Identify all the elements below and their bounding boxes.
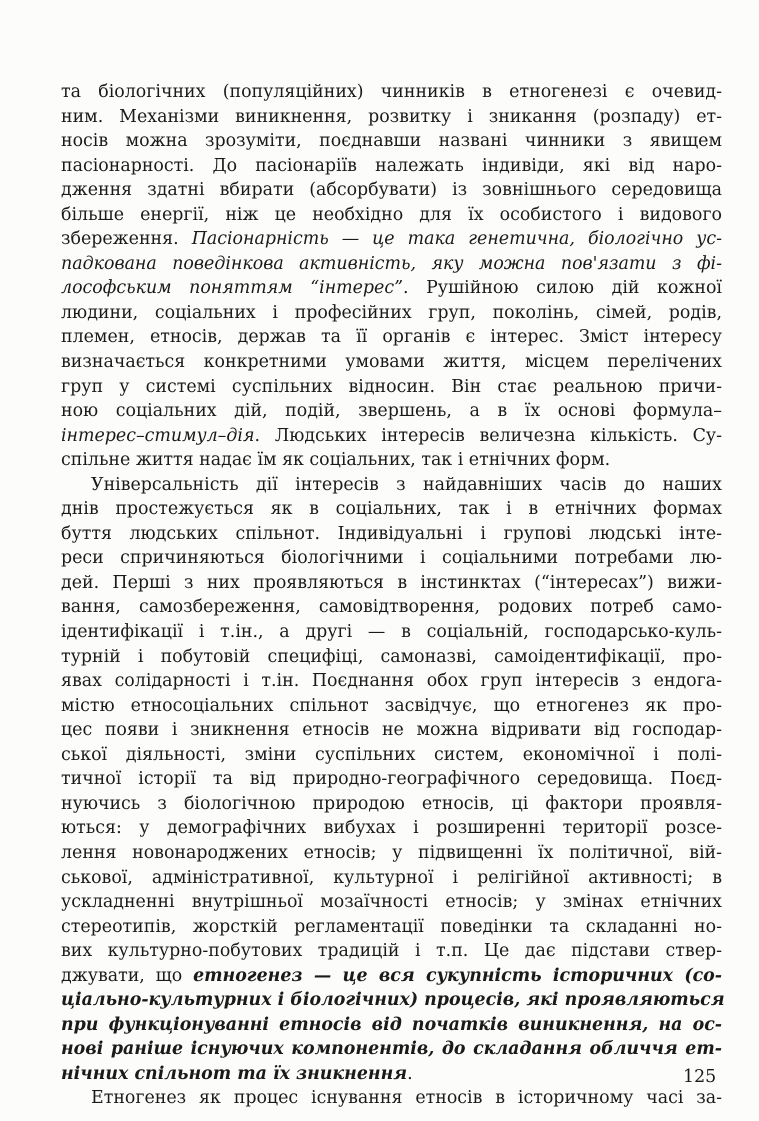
regular-text: містю етносоціальних спільнот засвідчує, що етногенез як про- (61, 695, 722, 716)
regular-text: ною соціальних дій, подій, звершень, а в їх основі формула– (61, 401, 722, 422)
text-line (61, 154, 722, 179)
bold-italic-text: ціально-культурних і біологічних) процесів, які проявляються (61, 990, 725, 1011)
text-line (61, 80, 722, 105)
text-line (61, 669, 722, 694)
regular-text: стереотипів, жорсткій регламентації поведінки та складанні но- (61, 916, 722, 937)
text-line (61, 743, 722, 768)
text-line (61, 988, 725, 1013)
regular-text: визначається конкретними умовами життя, місцем перелічених (61, 352, 722, 373)
regular-text: людини, соціальних і професійних груп, поколінь, сімей, родів, (61, 302, 722, 323)
text-line (61, 841, 722, 866)
text-line (61, 546, 722, 571)
regular-text: явах солідарності і т.ін. Поєднання обох груп інтересів з ендога- (61, 671, 722, 692)
regular-text: турній і побутовій специфіці, самоназві, самоідентифікації, про- (61, 646, 722, 667)
text-line (61, 792, 722, 817)
regular-text: Універсальність дії інтересів з найдавніших часів до наших (91, 474, 722, 495)
body-text (61, 80, 725, 1111)
page-number: 125 (683, 1067, 717, 1087)
regular-text: ються: у демографічних вибухах і розширенні території розсе- (61, 818, 722, 839)
text-line (61, 375, 722, 400)
bold-italic-text: етногенез — це вся сукупність історичних (со- (193, 965, 722, 986)
regular-text: реси спричиняються біологічними і соціальними потребами лю- (61, 548, 722, 569)
regular-text: джувати, що (61, 965, 194, 986)
text-line (61, 1037, 722, 1062)
regular-text: буття людських спільнот. Індивідуальні і групові людські інте- (61, 523, 722, 544)
regular-text: ської діяльності, зміни суспільних систем, економічної і полі- (61, 744, 722, 765)
regular-text: спільне життя надає їм як соціальних, так і етнічних форм. (61, 450, 611, 471)
text-line (61, 497, 722, 522)
text-line (61, 890, 722, 915)
text-line (61, 1086, 722, 1111)
regular-text: . Людських інтересів величезна кількість. Су- (254, 425, 722, 446)
text-line (61, 448, 722, 473)
text-line (61, 203, 722, 228)
text-line (61, 227, 722, 252)
text-line (61, 915, 722, 940)
text-line (61, 767, 722, 792)
text-line (61, 939, 722, 964)
bold-italic-text: нічних спільнот та їх зникнення (61, 1063, 408, 1084)
text-line (61, 718, 722, 743)
regular-text: носів можна зрозуміти, поєднавши названі чинники з явищем (61, 131, 722, 152)
text-line (61, 595, 722, 620)
regular-text: дження здатні вбирати (абсорбувати) із зовнішнього середовища (61, 180, 722, 201)
regular-text: та біологічних (популяційних) чинників в етногенезі є очевид- (61, 82, 722, 102)
regular-text: ускладненні внутрішньої мозаїчності етносів; у змінах етнічних (61, 892, 722, 913)
text-line (61, 276, 722, 301)
regular-text: . Рушійною силою дій кожної (402, 278, 722, 299)
regular-text: збереження. (61, 229, 192, 250)
text-line (61, 645, 722, 670)
text-line (61, 178, 722, 203)
regular-text: вих культурно-побутових традицій і т.п. Це дає підстави ствер- (61, 941, 722, 962)
text-line (61, 424, 722, 449)
regular-text: дей. Перші з них проявляються в інстинктах (“інтересах”) вижи- (61, 572, 722, 593)
bold-italic-text: при функціонуванні етносів від початків виникнення, на ос- (61, 1014, 722, 1035)
text-line (61, 866, 722, 891)
regular-text: груп у системі суспільних відносин. Він стає реальною причи- (61, 376, 722, 397)
text-line (61, 350, 722, 375)
text-line (61, 301, 722, 326)
regular-text: нуючись з біологічною природою етносів, ці фактори проявля- (61, 793, 722, 814)
bold-italic-text: нові раніше існуючих компонентів, до складання обличчя ет- (61, 1039, 722, 1060)
italic-text: інтерес–стимул–дія (61, 425, 255, 446)
text-line (61, 816, 722, 841)
text-line (61, 522, 722, 547)
italic-text: лософським поняттям “інтерес” (61, 278, 403, 299)
text-line (61, 1062, 722, 1087)
text-line (61, 252, 722, 277)
regular-text: ним. Механізми виникнення, розвитку і зникання (розпаду) ет- (61, 106, 722, 127)
text-line (61, 964, 722, 989)
regular-text: лення новонароджених етносів; у підвищенні їх політичної, вій- (61, 842, 722, 863)
regular-text: цес появи і зникнення етносів не можна відривати від господар- (61, 720, 722, 741)
italic-text: Пасіонарність — це така генетична, біологічно ус- (191, 229, 723, 250)
text-line (61, 325, 722, 350)
regular-text: тичної історії та від природно-географічного середовища. Поєд- (61, 769, 722, 790)
regular-text: ідентифікації і т.ін., а другі — в соціальній, господарсько-куль- (61, 622, 722, 643)
regular-text: днів простежується як в соціальних, так і в етнічних формах (61, 499, 722, 520)
text-line (61, 129, 722, 154)
text-line (61, 694, 722, 719)
text-line (61, 105, 722, 130)
regular-text: . (407, 1063, 413, 1084)
regular-text: Етногенез як процес існування етносів в історичному часі за- (91, 1088, 722, 1109)
regular-text: вання, самозбереження, самовідтворення, родових потреб само- (61, 597, 722, 618)
text-line (61, 473, 722, 498)
text-line (61, 399, 722, 424)
regular-text: племен, етносів, держав та її органів є інтерес. Зміст інтересу (61, 327, 722, 348)
regular-text: більше енергії, ніж це необхідно для їх особистого і видового (61, 204, 722, 225)
italic-text: падкована поведінкова активність, яку можна пов'язати з фі- (61, 253, 722, 274)
regular-text: пасіонарності. До пасіонаріїв належать індивіди, які від наро- (61, 155, 722, 176)
text-line (61, 620, 722, 645)
text-line (61, 1013, 722, 1038)
text-line (61, 571, 722, 596)
regular-text: ськової, адміністративної, культурної і релігійної активності; в (61, 867, 722, 888)
